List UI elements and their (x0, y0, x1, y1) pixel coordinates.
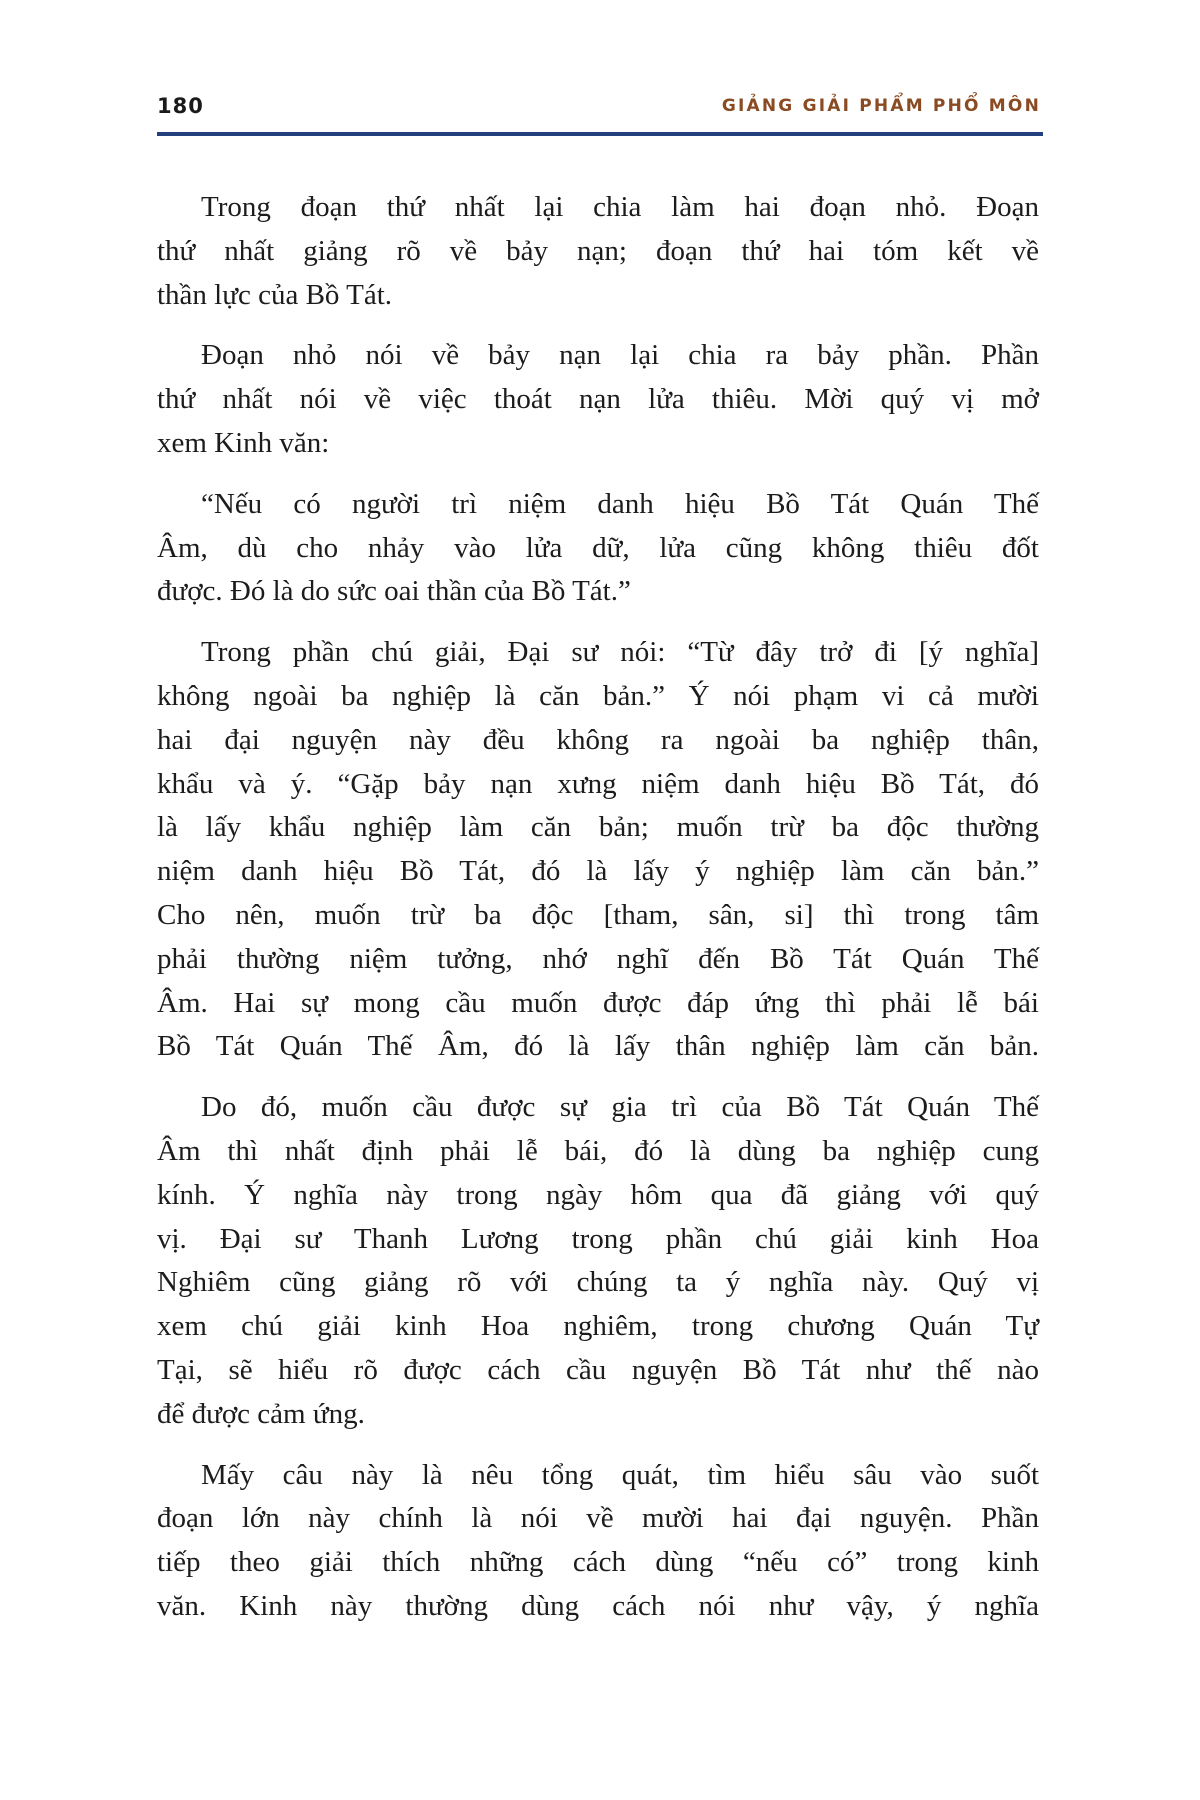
text-line: là lấy khẩu nghiệp làm căn bản; muốn trừ ba độc thường (157, 811, 1039, 844)
text-line: thứ nhất giảng rõ về bảy nạn; đoạn thứ hai tóm kết về (157, 234, 1039, 267)
text-line: vị. Đại sư Thanh Lương trong phần chú giải kinh Hoa (157, 1222, 1039, 1255)
header-rule (157, 132, 1043, 136)
text-line: xem chú giải kinh Hoa nghiêm, trong chương Quán Tự (157, 1310, 1039, 1343)
quote-paragraph (157, 483, 1039, 614)
text-line: kính. Ý nghĩa này trong ngày hôm qua đã giảng với quý (157, 1178, 1039, 1211)
text-line: Bồ Tát Quán Thế Âm, đó là lấy thân nghiệp làm căn bản. (157, 1030, 1039, 1063)
text-line: hai đại nguyện này đều không ra ngoài ba nghiệp thân, (157, 723, 1039, 756)
text-line: Nghiêm cũng giảng rõ với chúng ta ý nghĩa này. Quý vị (157, 1266, 1039, 1299)
text-line: đoạn lớn này chính là nói về mười hai đại nguyện. Phần (157, 1502, 1039, 1535)
text-line: “Nếu có người trì niệm danh hiệu Bồ Tát Quán Thế (201, 487, 1039, 520)
text-line: Do đó, muốn cầu được sự gia trì của Bồ Tát Quán Thế (201, 1091, 1039, 1124)
text-line: tiếp theo giải thích những cách dùng “nếu có” trong kinh (157, 1546, 1039, 1579)
paragraph (157, 1454, 1039, 1629)
running-head: GIẢNG GIẢI PHẨM PHỔ MÔN (721, 96, 1041, 116)
text-line: xem Kinh văn: (157, 426, 330, 459)
text-line: không ngoài ba nghiệp là căn bản.” Ý nói phạm vi cả mười (157, 679, 1039, 712)
text-line: Mấy câu này là nêu tổng quát, tìm hiểu sâu vào suốt (201, 1458, 1039, 1491)
text-line: khẩu và ý. “Gặp bảy nạn xưng niệm danh hiệu Bồ Tát, đó (157, 767, 1039, 800)
text-line: Cho nên, muốn trừ ba độc [tham, sân, si] thì trong tâm (157, 898, 1039, 931)
page-number: 180 (157, 94, 204, 118)
text-line: văn. Kinh này thường dùng cách nói như vậy, ý nghĩa (157, 1589, 1039, 1622)
paragraph (157, 186, 1039, 317)
page-header (157, 94, 1041, 120)
text-line: Trong đoạn thứ nhất lại chia làm hai đoạn nhỏ. Đoạn (201, 191, 1039, 223)
paragraph (157, 1086, 1039, 1436)
text-line: được. Đó là do sức oai thần của Bồ Tát.” (157, 575, 631, 608)
body-text (157, 186, 1039, 1646)
paragraph (157, 334, 1039, 465)
text-line: Trong phần chú giải, Đại sư nói: “Từ đây trở đi [ý nghĩa] (201, 636, 1039, 669)
text-line: niệm danh hiệu Bồ Tát, đó là lấy ý nghiệp làm căn bản.” (157, 855, 1039, 888)
text-line: Âm, dù cho nhảy vào lửa dữ, lửa cũng không thiêu đốt (157, 531, 1039, 564)
text-line: phải thường niệm tưởng, nhớ nghĩ đến Bồ Tát Quán Thế (157, 942, 1039, 975)
paragraph (157, 631, 1039, 1069)
text-line: Âm thì nhất định phải lễ bái, đó là dùng ba nghiệp cung (157, 1134, 1039, 1167)
text-line: Đoạn nhỏ nói về bảy nạn lại chia ra bảy phần. Phần (201, 339, 1039, 372)
text-line: thần lực của Bồ Tát. (157, 278, 393, 311)
text-line: để được cảm ứng. (157, 1397, 365, 1430)
text-line: Tại, sẽ hiểu rõ được cách cầu nguyện Bồ Tát như thế nào (157, 1353, 1039, 1386)
text-line: thứ nhất nói về việc thoát nạn lửa thiêu. Mời quý vị mở (157, 383, 1039, 416)
text-line: Âm. Hai sự mong cầu muốn được đáp ứng thì phải lễ bái (157, 986, 1039, 1019)
